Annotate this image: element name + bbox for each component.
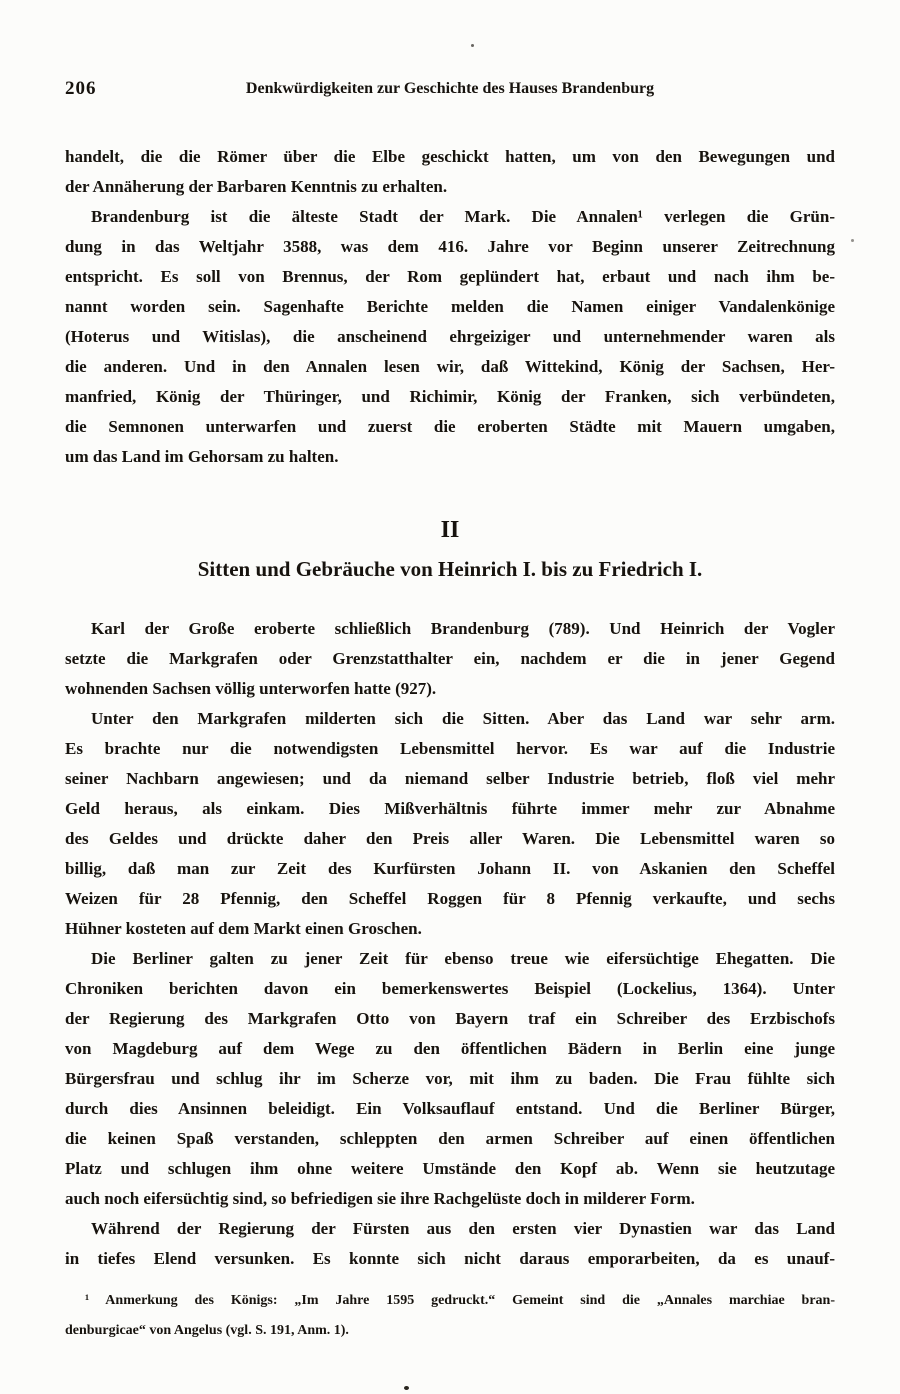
footnote-line: denburgicae“ von Angelus (vgl. S. 191, Anm. 1). <box>65 1323 349 1338</box>
text-line: die keinen Spaß verstanden, schleppten den armen Schreiber auf einen öffentlichen <box>65 1129 835 1148</box>
text-line: (Hoterus und Witislas), die anscheinend ehrgeiziger und unternehmender waren als <box>65 327 835 346</box>
text-line: Weizen für 28 Pfennig, den Scheffel Roggen für 8 Pfennig verkaufte, und sechs <box>65 889 835 908</box>
text-line: durch dies Ansinnen beleidigt. Ein Volksauflauf entstand. Und die Berliner Bürger, <box>65 1099 835 1118</box>
text-line: Geld heraus, als einkam. Dies Mißverhältnis führte immer mehr zur Abnahme <box>65 799 835 818</box>
text-line: der Annäherung der Barbaren Kenntnis zu erhalten. <box>65 177 448 196</box>
paragraph <box>65 1214 835 1274</box>
section-title: Sitten und Gebräuche von Heinrich I. bis zu Friedrich I. <box>197 557 703 581</box>
scan-artifact <box>471 44 474 47</box>
section-numeral: II <box>440 517 460 543</box>
text-line: des Geldes und drückte daher den Preis aller Waren. Die Lebensmittel waren so <box>65 829 835 848</box>
text-line: auch noch eifersüchtig sind, so befriedigen sie ihre Rachgelüste doch in milderer Form. <box>65 1189 695 1208</box>
text-line: die Semnonen unterwarfen und zuerst die eroberten Städte mit Mauern umgaben, <box>65 417 835 436</box>
text-line: Bürgersfrau und schlug ihr im Scherze vor, mit ihm zu baden. Die Frau fühlte sich <box>65 1069 835 1088</box>
text-line: Chroniken berichten davon ein bemerkenswertes Beispiel (Lockelius, 1364). Unter <box>65 979 835 998</box>
text-line: manfried, König der Thüringer, und Richimir, König der Franken, sich verbündeten, <box>65 387 835 406</box>
text-line: dung in das Weltjahr 3588, was dem 416. Jahre vor Beginn unserer Zeitrechnung <box>65 237 835 256</box>
text-line: Platz und schlugen ihm ohne weitere Umstände den Kopf ab. Wenn sie heutzutage <box>65 1159 835 1178</box>
text-line: nannt worden sein. Sagenhafte Berichte melden die Namen einiger Vandalenkönige <box>65 297 835 316</box>
text-line: von Magdeburg auf dem Wege zu den öffentlichen Bädern in Berlin eine junge <box>65 1039 835 1058</box>
footnote <box>65 1286 835 1346</box>
text-line: Hühner kosteten auf dem Markt einen Groschen. <box>65 919 422 938</box>
text-line: seiner Nachbarn angewiesen; und da niemand selber Industrie betrieb, floß viel mehr <box>65 769 835 788</box>
text-line: wohnenden Sachsen völlig unterworfen hatte (927). <box>65 679 437 698</box>
text-line: Unter den Markgrafen milderten sich die Sitten. Aber das Land war sehr arm. <box>91 709 835 728</box>
text-line: Die Berliner galten zu jener Zeit für ebenso treue wie eifersüchtige Ehegatten. Die <box>91 949 835 968</box>
page-header <box>65 78 835 104</box>
body-blocks <box>65 142 835 1274</box>
text-line: billig, daß man zur Zeit des Kurfürsten Johann II. von Askanien den Scheffel <box>65 859 835 878</box>
paragraph <box>65 142 835 202</box>
text-line: der Regierung des Markgrafen Otto von Bayern traf ein Schreiber des Erzbischofs <box>65 1009 835 1028</box>
scan-artifact <box>404 1386 409 1390</box>
scan-artifact <box>851 239 854 242</box>
text-line: in tiefes Elend versunken. Es konnte sich nicht daraus emporarbeiten, da es unauf- <box>65 1249 835 1268</box>
paragraph <box>65 704 835 944</box>
text-line: Es brachte nur die notwendigsten Lebensmittel hervor. Es war auf die Industrie <box>65 739 835 758</box>
running-header: Denkwürdigkeiten zur Geschichte des Hauses Brandenburg <box>245 80 655 97</box>
text-line: die anderen. Und in den Annalen lesen wir, daß Wittekind, König der Sachsen, Her- <box>65 357 835 376</box>
text-line: Brandenburg ist die älteste Stadt der Mark. Die Annalen¹ verlegen die Grün- <box>91 207 835 226</box>
footnote-line: ¹ Anmerkung des Königs: „Im Jahre 1595 gedruckt.“ Gemeint sind die „Annales marchiae bran- <box>85 1293 835 1308</box>
text-line: setzte die Markgrafen oder Grenzstatthalter ein, nachdem er die in jener Gegend <box>65 649 835 668</box>
text-line: entspricht. Es soll von Brennus, der Rom geplündert hat, erbaut und nach ihm be- <box>65 267 835 286</box>
text-line: handelt, die die Römer über die Elbe geschickt hatten, um von den Bewegungen und <box>65 147 835 166</box>
text-line: um das Land im Gehorsam zu halten. <box>65 447 339 466</box>
paragraph <box>65 944 835 1214</box>
paragraph <box>65 202 835 472</box>
text-line: Während der Regierung der Fürsten aus den ersten vier Dynastien war das Land <box>91 1219 835 1238</box>
text-line: Karl der Große eroberte schließlich Brandenburg (789). Und Heinrich der Vogler <box>91 619 835 638</box>
paragraph <box>65 614 835 704</box>
page-number: 206 <box>65 78 97 99</box>
